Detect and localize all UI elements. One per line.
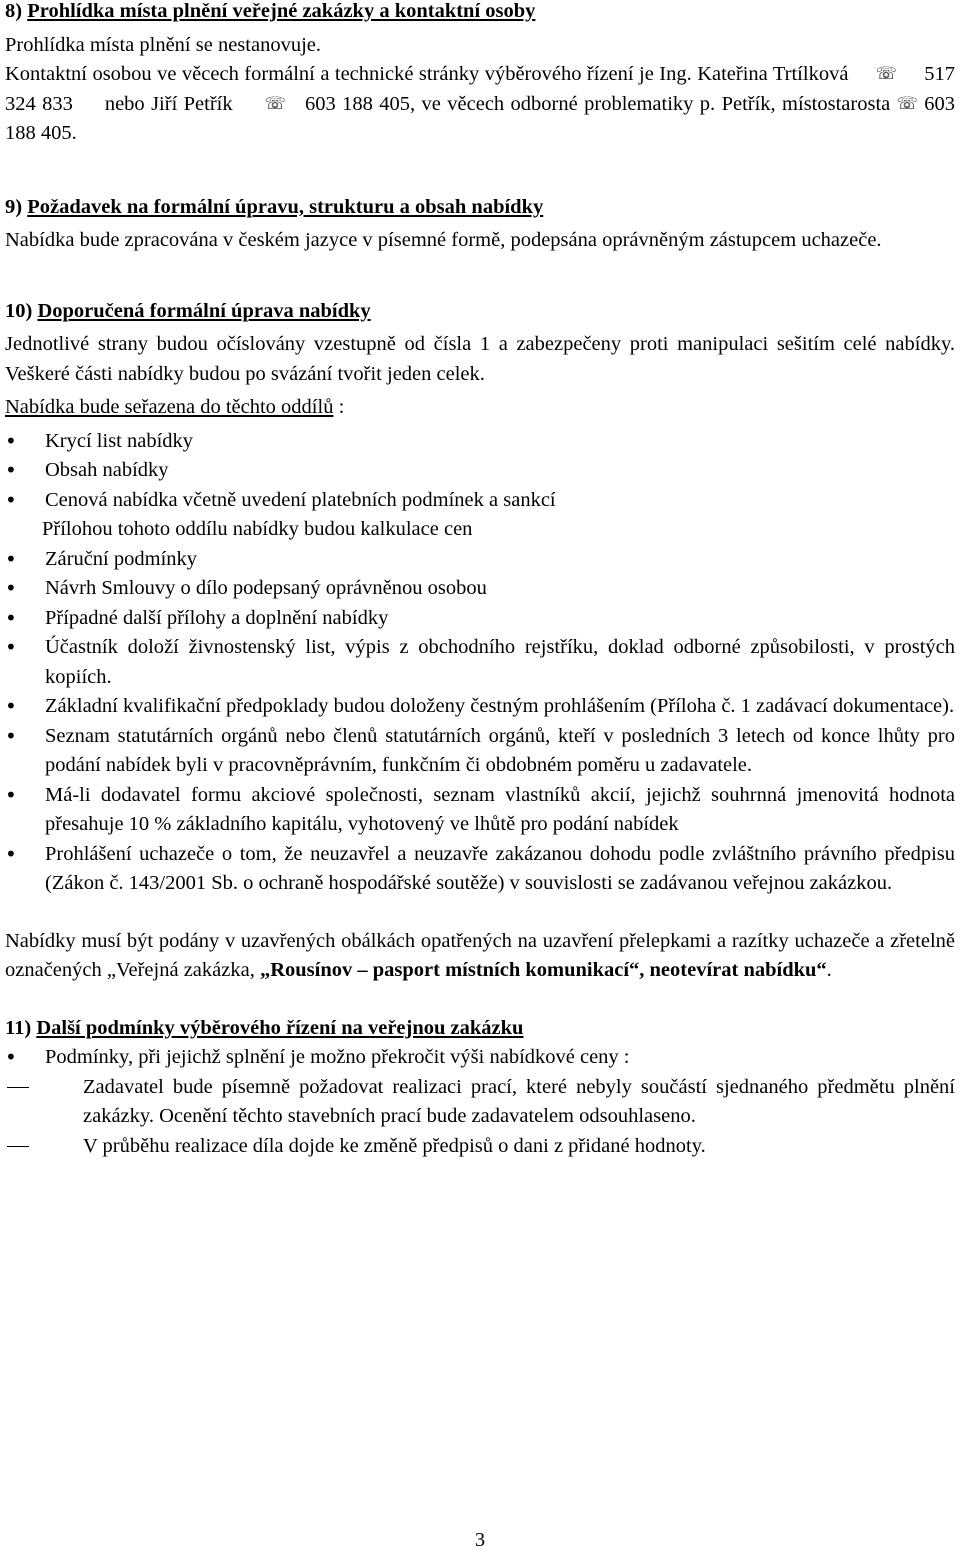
list-item: Zadavatel bude písemně požadovat realizaci prací, které nebyly součástí sjednaného předmětu plnění zakázky. Ocenění těchto stavebních prací bude zadavatelem odsouhlaseno. [5,1073,955,1132]
list-item: V průběhu realizace díla dojde ke změně předpisů o dani z přidané hodnoty. [5,1132,955,1162]
section-9-heading [5,193,955,223]
list-item: • Cenová nabídka včetně uvedení platebních podmínek a sankcí [5,486,955,516]
envelope-label: „Rousínov – pasport místních komunikací“, neotevírat nabídku“ [254,959,827,981]
list-item: • Záruční podmínky [5,545,955,575]
list-item: • Návrh Smlouvy o dílo podepsaný oprávněnou osobou [5,574,955,604]
document-content [5,0,955,1161]
section-10-text: Jednotlivé strany budou očíslovány vzestupně od čísla 1 a zabezpečeny proti manipulaci sešitím celé nabídky. Veškeré části nabídky budou po svázání tvořit jeden celek. [5,333,955,385]
list-item: • Účastník doloží živnostenský list, výpis z obchodního rejstříku, doklad odborné způsobilosti, v prostých kopiích. [5,633,955,692]
telephone-icon: ☏ [264,93,286,114]
section-11-heading [5,1014,955,1044]
section-11-number: 11) [5,1016,32,1039]
list-item: • Obsah nabídky [5,456,955,486]
conditions-list [5,1043,955,1073]
section-8-title: Prohlídka místa plnění veřejné zakázky a kontaktní osoby [27,0,536,22]
section-8-number: 8) [5,0,23,22]
site-visit-text: Prohlídka místa plnění se nestanovuje. [5,33,321,56]
price-calculation-note: Přílohou tohoto oddílu nabídky budou kalkulace cen [42,518,473,540]
envelope-instructions: Nabídky musí být podány v uzavřených obálkách opatřených na uzavření přelepkami a razítky uchazeče a zřetelně označených „Veřejná zakázka, „Rousínov – pasport místních komunikací“, neotevírat nabídku“. [5,929,955,981]
telephone-icon: ☏ [875,64,897,84]
section-8-heading [5,0,955,27]
page-number: 3 [474,1529,486,1551]
offer-parts-list-continued [5,545,955,899]
section-9-number: 9) [5,195,23,218]
list-item: • Krycí list nabídky [5,427,955,457]
section-10-number: 10) [5,299,33,322]
list-item: • Má-li dodavatel formu akciové společnosti, seznam vlastníků akcií, jejichž souhrnná jmenovitá hodnota přesahuje 10 % základního kapitálu, vyhotovený ve lhůtě pro podání nabídek [5,781,955,840]
list-item: • Seznam statutárních orgánů nebo členů statutárních orgánů, kteří v posledních 3 letech od konce lhůty pro podání nabídek byli v pracovněprávním, funkčním či obdobném poměru u zadavatele. [5,722,955,781]
section-11-title: Další podmínky výběrového řízení na veřejnou zakázku [36,1016,524,1039]
order-intro: Nabídka bude seřazena do těchto oddílů : [5,396,345,418]
list-item: • Základní kvalifikační předpoklady budou doloženy čestným prohlášením (Příloha č. 1 zadávací dokumentace). [5,692,955,722]
section-9-title: Požadavek na formální úpravu, strukturu a obsah nabídky [27,195,544,218]
contact-paragraph: Kontaktní osobou ve věcech formální a technické stránky výběrového řízení je Ing. Kateřina Trtílková ☏ 517 324 833 nebo Jiří Petřík ☏ 603 188 405, ve věcech odborné problematiky p. Petřík, místostarosta ☏ 603 188 405. [5,60,955,149]
list-item: • Prohlášení uchazeče o tom, že neuzavřel a neuzavře zakázanou dohodu podle zvláštního právního předpisu (Zákon č. 143/2001 Sb. o ochraně hospodářské soutěže) v souvislosti se zadávanou veřejnou zakázkou. [5,840,955,899]
price-conditions-list [5,1073,955,1162]
section-10-title: Doporučená formální úprava nabídky [37,299,371,322]
section-10-heading [5,297,955,327]
telephone-icon: ☏ [896,93,918,114]
list-item: • Podmínky, při jejichž splnění je možno překročit výši nabídkové ceny : [5,1043,955,1073]
offer-parts-list [5,427,955,516]
section-9-text: Nabídka bude zpracována v českém jazyce v písemné formě, podepsána oprávněným zástupcem uchazeče. [5,229,882,251]
list-item: • Případné další přílohy a doplnění nabídky [5,604,955,634]
